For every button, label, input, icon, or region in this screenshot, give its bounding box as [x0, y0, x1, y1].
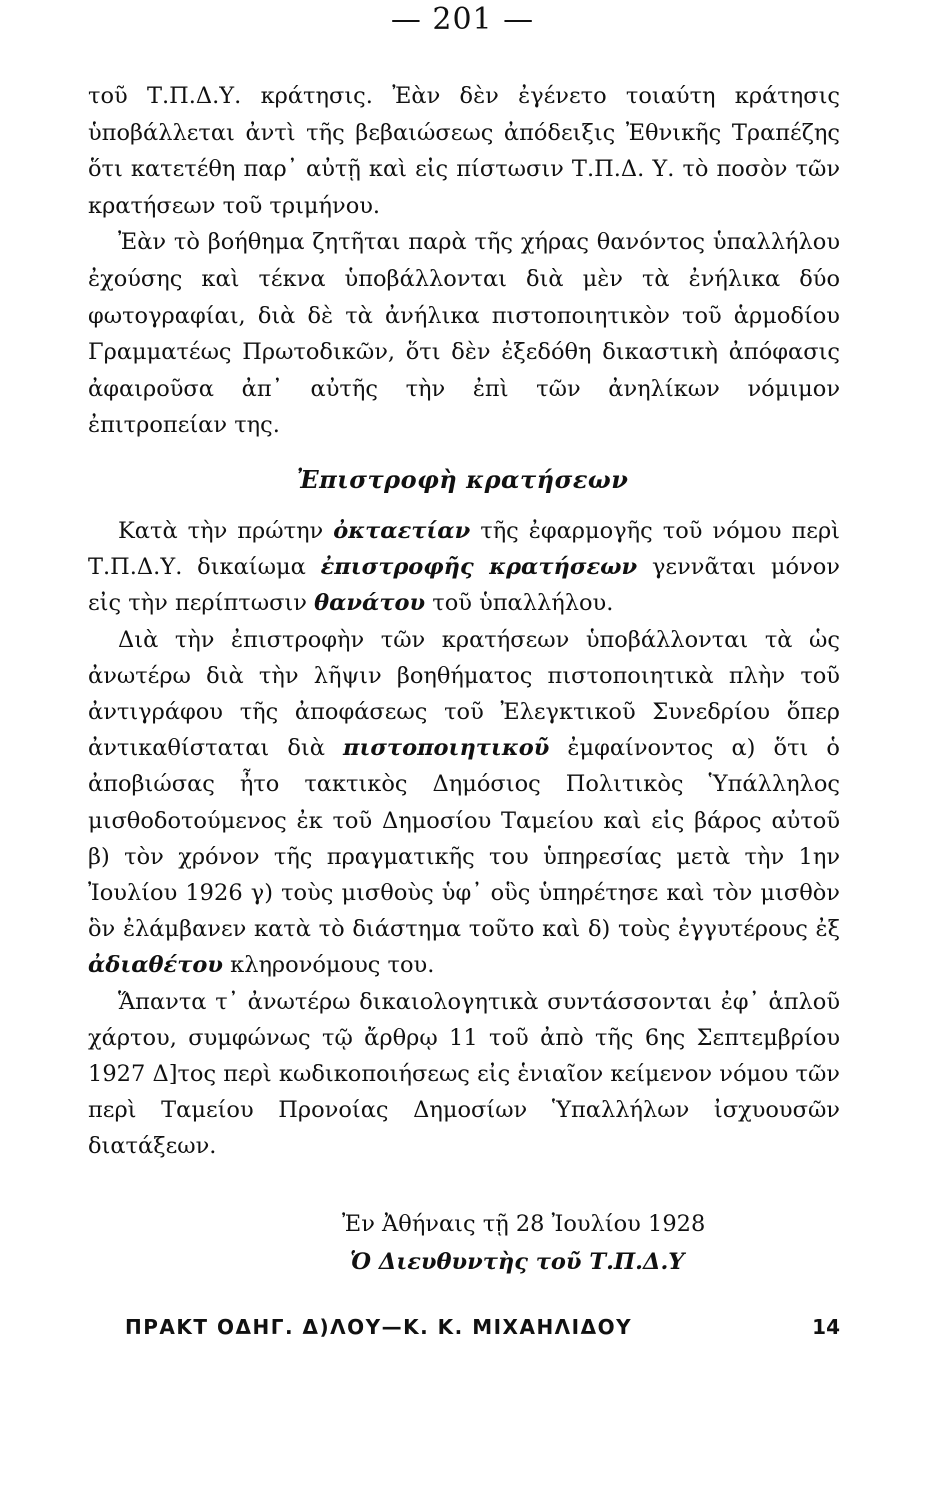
emphasis: πιστοποιητικοῦ — [342, 735, 550, 762]
paragraph-5: Ἅπαντα τ᾽ ἀνωτέρω δικαιολογητικὰ συντάσσονται ἐφ᾽ ἁπλοῦ χάρτου, συμφώνως τῷ ἄρθρῳ 11 τοῦ ἀπὸ τῆς 6ης Σεπτεμβρίου 1927 Δ]τος περὶ κωδικοποιήσεως εἰς ἑνιαῖον κείμενον νόμου τῶν περὶ Ταμείου Προνοίας Δημοσίων Ὑπαλλήλων ἰσχυουσῶν διατάξεων. — [88, 988, 840, 1160]
emphasis: θανάτου — [314, 590, 426, 617]
text-span: ἐμφαίνοντος α) ὅτι ὁ ἀποβιώσας ἦτο τακτικὸς Δημόσιος Πολιτικὸς Ὑπάλληλος μισθοδοτούμενος ἐκ τοῦ Δημοσίου Ταμείου καὶ εἰς βάρος αὐτοῦ β) τὸν χρόνον τῆς πραγματικῆς του ὑπηρεσίας μετὰ τὴν 1ην Ἰουλίου 1926 γ) τοὺς μισθοὺς ὑφ᾽ οὓς ὑπηρέτησε καὶ τὸν μισθὸν ὃν ἐλάμβανεν κατὰ τὸ διάστημα τοῦτο καὶ δ) τοὺς ἐγγυτέρους ἐξ — [88, 735, 840, 943]
paragraph-3 — [88, 513, 840, 622]
emphasis: ἀδιαθέτου — [88, 952, 223, 979]
text-span: κληρονόμους του. — [230, 952, 435, 979]
text-span: Διὰ τὴν ἐπιστροφὴν τῶν κρατήσεων ὑποβάλλονται τὰ ὡς ἀνωτέρω διὰ τὴν λῆψιν βοηθήματος πιστοποιητικὰ πλὴν τοῦ ἀντιγράφου τῆς ἀποφάσεως τοῦ Ἐλεγκτικοῦ Συνεδρίου ὅπερ ἀντικαθίσταται διὰ — [88, 626, 840, 762]
main-text-top — [88, 78, 840, 444]
text-span: τοῦ ὑπαλλήλου. — [432, 590, 614, 617]
section-heading: Ἐπιστροφὴ κρατήσεων — [296, 465, 629, 494]
footer — [125, 1312, 840, 1342]
text-span: γεννᾶται μόνον εἰς τὴν περίπτωσιν — [88, 554, 840, 617]
paragraph-4 — [88, 622, 840, 984]
text-span: Κατὰ τὴν πρώτην — [118, 518, 324, 544]
main-text-bottom — [88, 513, 840, 1165]
page-number: — 201 — — [390, 2, 535, 37]
paragraph-1: τοῦ Τ.Π.Δ.Υ. κράτησις. Ἐὰν δὲν ἐγένετο τοιαύτη κράτησις ὑποβάλλεται ἀντὶ τῆς βεβαιώσεως ἀπόδειξις Ἐθνικῆς Τραπέζης ὅτι κατετέθη παρ᾽ αὐτῇ καὶ εἰς πίστωσιν Τ.Π.Δ. Υ. τὸ ποσὸν τῶν κρατήσεων τοῦ τριμήνου. — [88, 83, 840, 219]
sheet-number: 14 — [812, 1315, 840, 1339]
place-and-date: Ἐν Ἀθήναις τῇ 28 Ἰουλίου 1928 — [342, 1211, 706, 1237]
footer-text: ΠΡΑΚΤ ΟΔΗΓ. Δ)ΛΟΥ—Κ. Κ. ΜΙΧΑΗΛΙΔΟΥ — [125, 1315, 633, 1339]
signature-block — [342, 1205, 802, 1281]
text-span: τῆς ἐφαρμογῆς τοῦ νόμου περὶ Τ.Π.Δ.Υ. δικαίωμα — [88, 518, 841, 581]
paragraph-2: Ἐὰν τὸ βοήθημα ζητῆται παρὰ τῆς χήρας θανόντος ὑπαλλήλου ἐχούσης καὶ τέκνα ὑποβάλλονται διὰ μὲν τὰ ἐνήλικα δύο φωτογραφίαι, διὰ δὲ τὰ ἀνήλικα πιστοποιητικὸν τοῦ ἁρμοδίου Γραμματέως Πρωτοδικῶν, ὅτι δὲν ἐξεδόθη δικαστικὴ ἀπόφασις ἀφαιροῦσα ἀπ᾽ αὐτῆς τὴν ἐπὶ τῶν ἀνηλίκων νόμιμον ἐπιτροπείαν της. — [88, 229, 840, 439]
emphasis: ἐπιστροφῆς κρατήσεων — [320, 554, 638, 581]
emphasis: ὀκταετίαν — [333, 518, 471, 544]
signatory-title: Ὁ Διευθυντὴς τοῦ Τ.Π.Δ.Υ — [350, 1249, 685, 1275]
